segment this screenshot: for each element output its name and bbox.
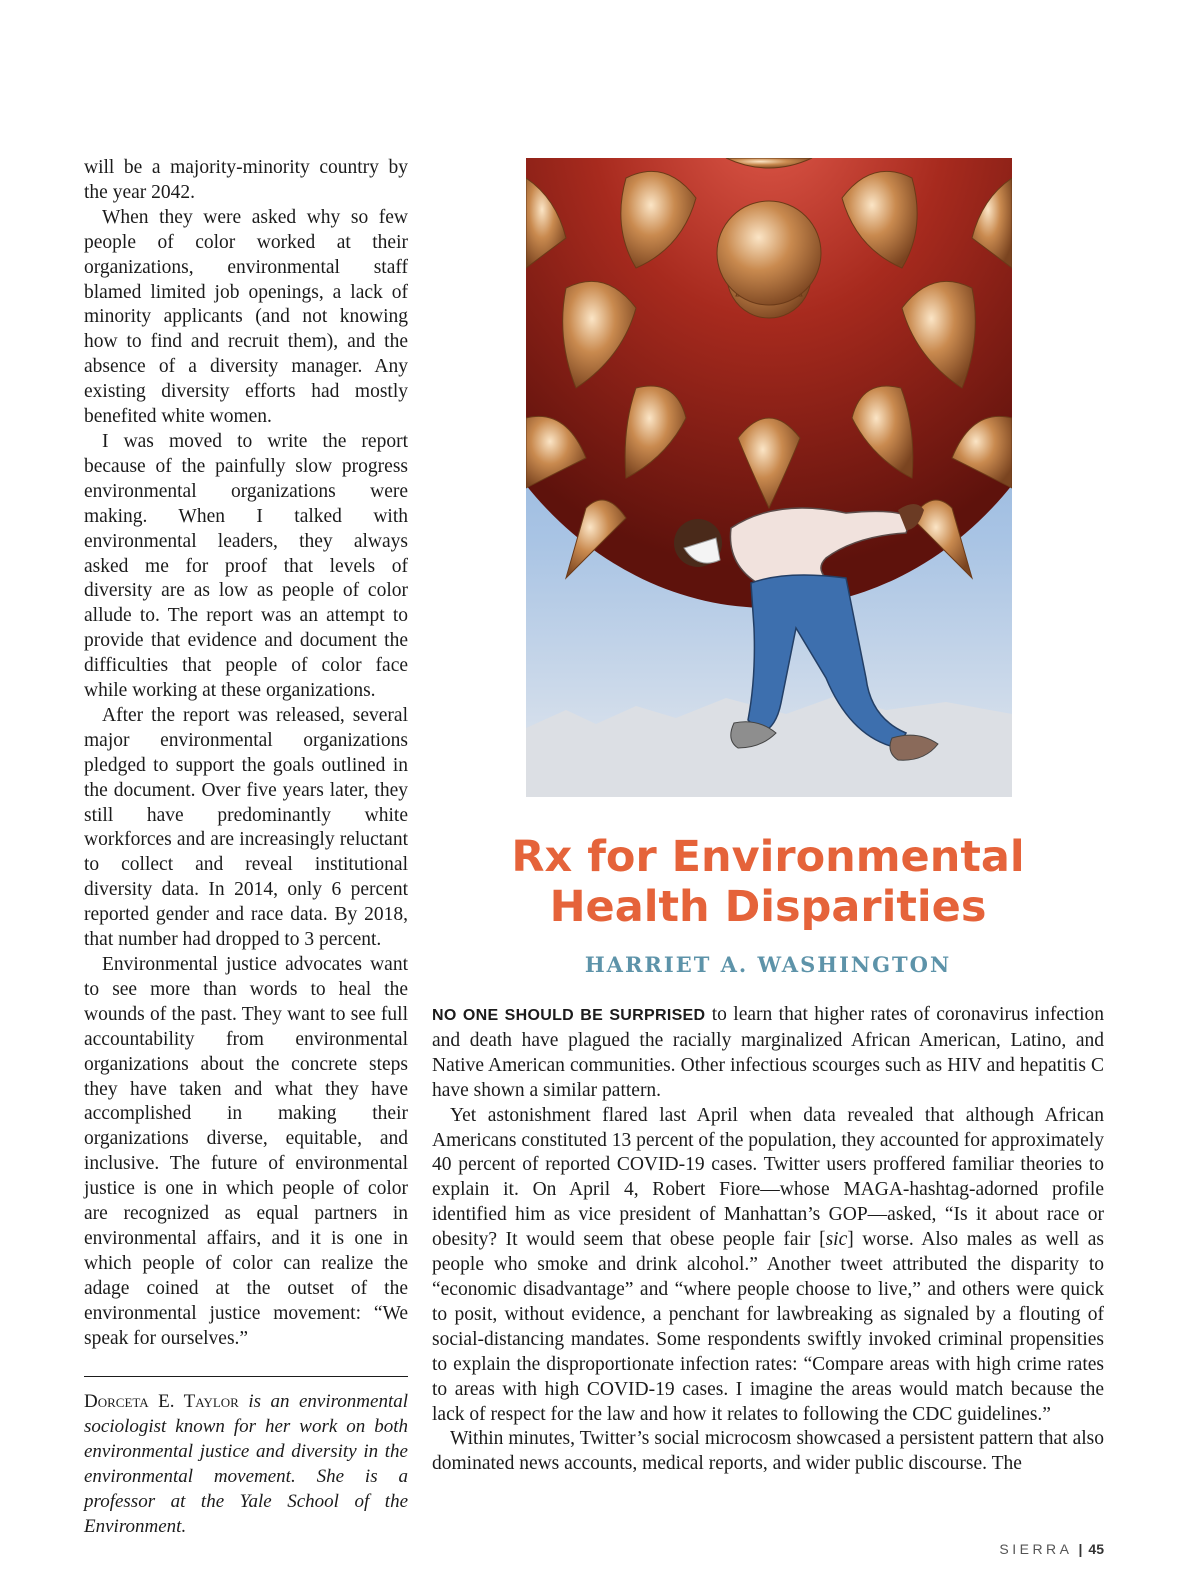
author-bio <box>84 1389 408 1539</box>
bio-description: is an environmental sociologist known for her work on both environmental justice and diversity in the environmental movement. She is a professor at the Yale School of the Environment. <box>84 1390 409 1537</box>
paragraph-2-text-a: Yet astonishment flared last April when data revealed that although African Americans constituted 13 percent of the population, they accounted for approximately 40 percent of reported COVID-19 cases. Twitter users proffered familiar theories to explain it. On April 4, Robert Fiore—whose MAGA-hashtag-adorned profile identified him as vice president of Manhattan’s GOP—asked, “Is it about race or obesity? It would seem that obese people fair [ <box>432 1104 1104 1251</box>
paragraph-1-text: to learn that higher rates of coronavirus infection and death have plagued the racially marginalized African American, Latino, and Native American communities. Other infectious scourges such as HIV and hepatitis C have shown a similar pattern. <box>432 1004 1104 1101</box>
magazine-name: SIERRA <box>999 1541 1073 1557</box>
left-paragraph-2: When they were asked why so few people of color worked at their organizations, environmental staff blamed limited job openings, a lack of minority applicants (and not knowing how to find and recruit them), and the absence of a diversity manager. Any existing diversity efforts had mostly benefited white women. <box>84 206 408 428</box>
left-paragraph-1: will be a majority-minority country by the year 2042. <box>84 157 408 203</box>
paragraph-2-text-b: ] worse. Also males as well as people who smoke and drink alcohol.” Another tweet attributed the disparity to “economic disadvantage” and “where people choose to live,” and others were quick to posit, without evidence, a penchant for lawbreaking as signaled by a flouting of social-distancing mandates. Some respondents swiftly invoked criminal propensities to explain the disproportionate infection rates: “Compare areas with high crime rates to areas with high COVID-19 cases. I imagine the areas would match because the lack of respect for the law and how it relates to following the CDC guidelines.” <box>432 1229 1104 1425</box>
left-column <box>84 156 408 1539</box>
headline-line-2: Health Disparities <box>549 882 987 932</box>
left-paragraph-5: Environmental justice advocates want to see more than words to heal the wounds of the past. They want to see full accountability from environmental organizations about the concrete steps they have taken and what they have accomplished in making their organizations diverse, equitable, and inclusive. The future of environmental justice is one in which people of color are recognized as equal partners in environmental affairs, and it is one in which people of color can realize the adage coined at the outset of the environmental justice movement: “We speak for ourselves.” <box>84 954 408 1349</box>
bio-author-name: Dorceta E. Taylor <box>84 1390 239 1412</box>
article-body <box>432 1003 1104 1477</box>
article-paragraph-3: Within minutes, Twitter’s social microcosm showcased a persistent pattern that also dominated news accounts, medical reports, and wider public discourse. The <box>432 1428 1104 1475</box>
article-paragraph-2 <box>432 1104 1104 1428</box>
bio-divider <box>84 1376 408 1377</box>
sic-note: sic <box>825 1229 848 1251</box>
headline-line-1: Rx for Environmental <box>511 832 1025 882</box>
virus-illustration <box>526 158 1012 797</box>
article-byline: HARRIET A. WASHINGTON <box>584 952 952 977</box>
left-paragraph-3: I was moved to write the report because of the painfully slow progress environmental organizations were making. When I talked with environmental leaders, they always asked me for proof that levels of diversity are as low as people of color allude to. The report was an attempt to provide that evidence and document the difficulties that people of color face while working at these organizations. <box>84 430 408 702</box>
left-paragraph-4: After the report was released, several major environmental organizations pledged to support the goals outlined in the document. Over five years later, they still have predominantly white workforces and are increasingly reluctant to collect and reveal institutional diversity data. In 2014, only 6 percent reported gender and race data. By 2018, that number had dropped to 3 percent. <box>84 704 408 951</box>
page-footer <box>999 1541 1104 1557</box>
page-number: 45 <box>1088 1541 1104 1557</box>
footer-separator: | <box>1078 1541 1083 1557</box>
article-headline <box>432 832 1104 932</box>
lead-in: NO ONE SHOULD BE SURPRISED <box>432 1007 706 1024</box>
article-paragraph-1 <box>432 1003 1104 1104</box>
